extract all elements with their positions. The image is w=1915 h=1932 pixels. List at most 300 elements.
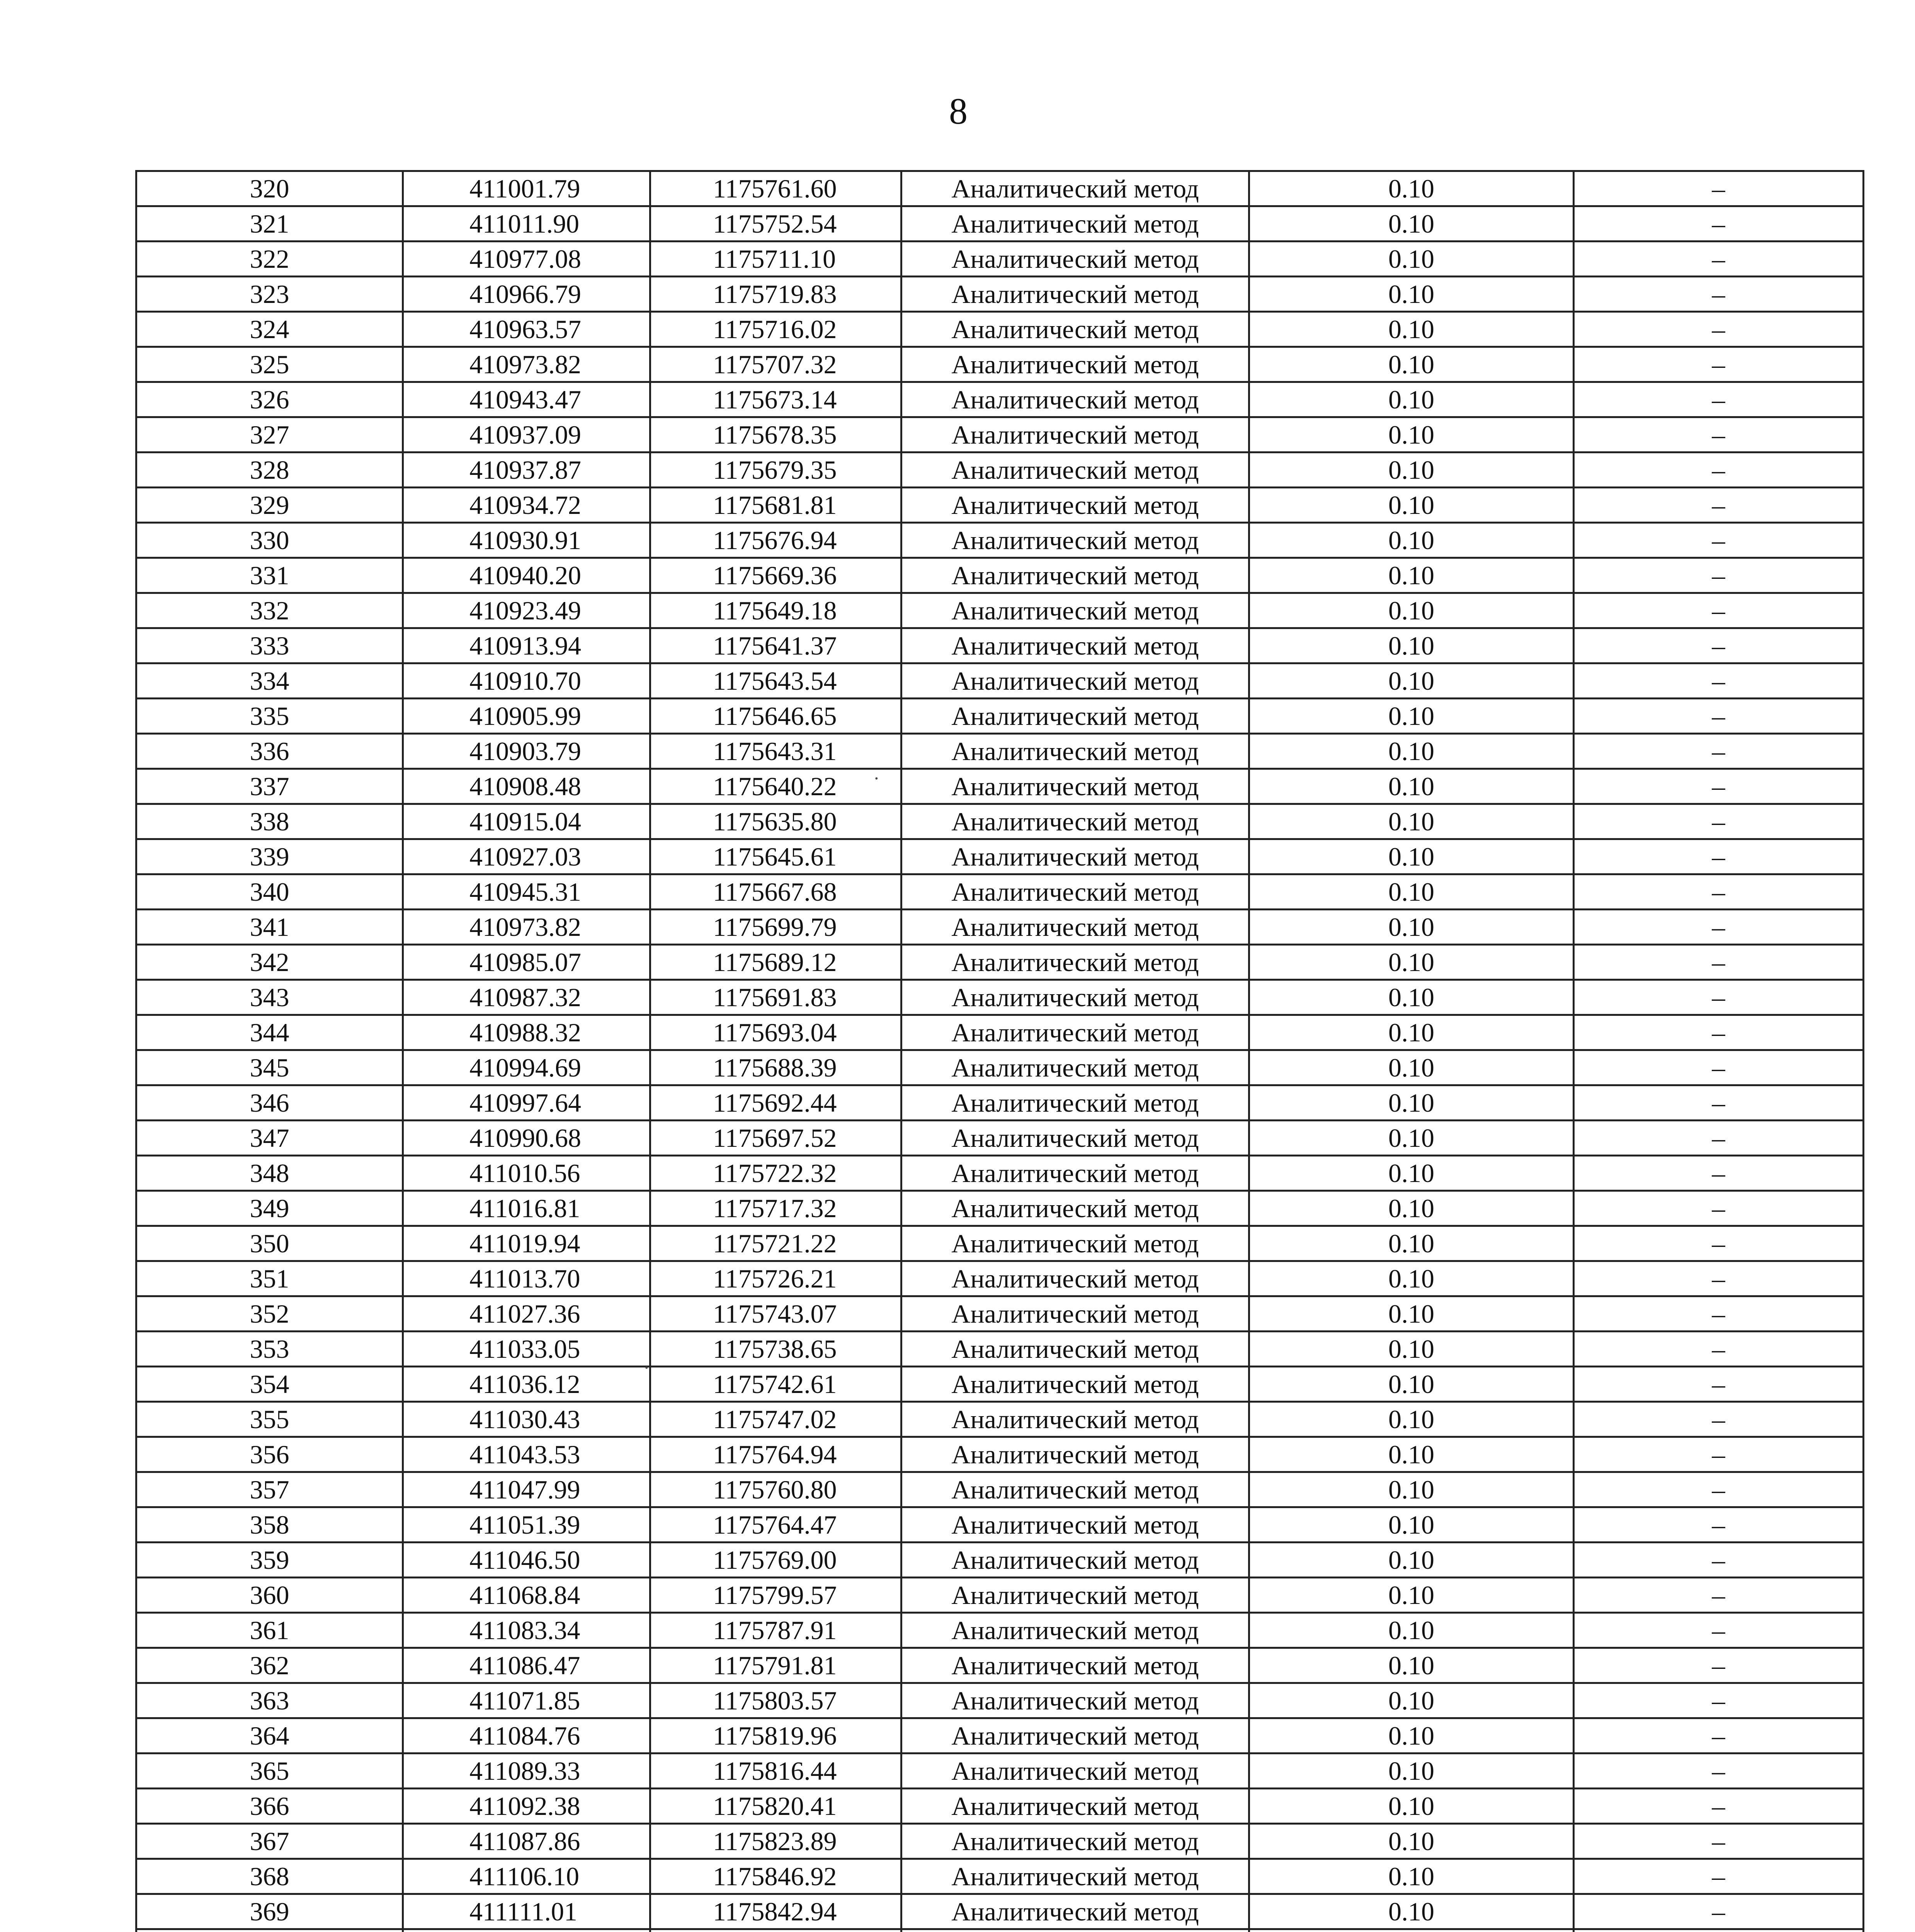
precision-cell: 0.10 [1249, 910, 1574, 945]
y-coordinate-cell: 1175769.00 [650, 1543, 901, 1578]
method-cell: Аналитический метод [901, 1226, 1249, 1261]
description-cell: – [1574, 1121, 1864, 1156]
description-cell: – [1574, 1789, 1864, 1824]
description-cell: – [1574, 1050, 1864, 1085]
method-cell: Аналитический метод [901, 663, 1249, 699]
y-coordinate-cell: 1175752.54 [650, 206, 901, 242]
description-cell: – [1574, 1191, 1864, 1226]
description-cell: – [1574, 910, 1864, 945]
precision-cell: 0.10 [1249, 1437, 1574, 1472]
x-coordinate-cell: 410985.07 [403, 945, 650, 980]
table-row [136, 1226, 1864, 1261]
y-coordinate-cell: 1175697.52 [650, 1121, 901, 1156]
precision-cell: 0.10 [1249, 1543, 1574, 1578]
x-coordinate-cell: 410990.68 [403, 1121, 650, 1156]
x-coordinate-cell: 410997.64 [403, 1085, 650, 1121]
precision-cell: 0.10 [1249, 1859, 1574, 1894]
table-row [136, 1437, 1864, 1472]
table-row [136, 628, 1864, 663]
y-coordinate-cell: 1175689.12 [650, 945, 901, 980]
table-row [136, 206, 1864, 242]
description-cell: – [1574, 1015, 1864, 1050]
table-row [136, 769, 1864, 804]
method-cell: Аналитический метод [901, 206, 1249, 242]
precision-cell: 0.10 [1249, 1578, 1574, 1613]
table-row [136, 1085, 1864, 1121]
precision-cell: 0.10 [1249, 488, 1574, 523]
point-number-cell: 322 [136, 242, 403, 277]
x-coordinate-cell: 411047.99 [403, 1472, 650, 1507]
precision-cell: 0.10 [1249, 312, 1574, 347]
y-coordinate-cell: 1175707.32 [650, 347, 901, 382]
precision-cell: 0.10 [1249, 1789, 1574, 1824]
y-coordinate-cell: 1175643.31 [650, 734, 901, 769]
precision-cell: 0.10 [1249, 663, 1574, 699]
point-number-cell: 357 [136, 1472, 403, 1507]
method-cell: Аналитический метод [901, 452, 1249, 488]
x-coordinate-cell: 411027.36 [403, 1296, 650, 1332]
table-row [136, 980, 1864, 1015]
description-cell: – [1574, 277, 1864, 312]
table-row [136, 347, 1864, 382]
table-row [136, 1015, 1864, 1050]
page-number: 8 [949, 90, 968, 132]
description-cell: – [1574, 980, 1864, 1015]
point-number-cell: 334 [136, 663, 403, 699]
y-coordinate-cell: 1175823.89 [650, 1824, 901, 1859]
y-coordinate-cell: 1175842.94 [650, 1894, 901, 1929]
x-coordinate-cell: 410994.69 [403, 1050, 650, 1085]
method-cell: Аналитический метод [901, 1824, 1249, 1859]
precision-cell: 0.10 [1249, 1085, 1574, 1121]
table-row [136, 1543, 1864, 1578]
x-coordinate-cell: 410923.49 [403, 593, 650, 628]
point-number-cell: 369 [136, 1894, 403, 1929]
table-row [136, 1367, 1864, 1402]
method-cell: Аналитический метод [901, 1296, 1249, 1332]
y-coordinate-cell: 1175679.35 [650, 452, 901, 488]
precision-cell: 0.10 [1249, 1121, 1574, 1156]
method-cell: Аналитический метод [901, 1085, 1249, 1121]
table-row [136, 874, 1864, 910]
precision-cell: 0.10 [1249, 1824, 1574, 1859]
x-coordinate-cell: 410910.70 [403, 663, 650, 699]
precision-cell: 0.10 [1249, 347, 1574, 382]
y-coordinate-cell: 1175742.61 [650, 1367, 901, 1402]
point-number-cell: 361 [136, 1613, 403, 1648]
method-cell: Аналитический метод [901, 1859, 1249, 1894]
x-coordinate-cell: 411036.12 [403, 1367, 650, 1402]
y-coordinate-cell: 1175803.57 [650, 1683, 901, 1718]
precision-cell: 0.10 [1249, 206, 1574, 242]
x-coordinate-cell: 411010.56 [403, 1156, 650, 1191]
method-cell: Аналитический метод [901, 1367, 1249, 1402]
method-cell: Аналитический метод [901, 558, 1249, 593]
description-cell: – [1574, 1683, 1864, 1718]
point-number-cell: 329 [136, 488, 403, 523]
method-cell: Аналитический метод [901, 242, 1249, 277]
method-cell: Аналитический метод [901, 1613, 1249, 1648]
x-coordinate-cell: 411019.94 [403, 1226, 650, 1261]
method-cell: Аналитический метод [901, 1121, 1249, 1156]
y-coordinate-cell: 1175669.36 [650, 558, 901, 593]
y-coordinate-cell: 1175681.81 [650, 488, 901, 523]
y-coordinate-cell: 1175738.65 [650, 1332, 901, 1367]
table-row [136, 1332, 1864, 1367]
point-number-cell: 356 [136, 1437, 403, 1472]
x-coordinate-cell: 411001.79 [403, 171, 650, 206]
point-number-cell: 350 [136, 1226, 403, 1261]
x-coordinate-cell: 410973.82 [403, 347, 650, 382]
y-coordinate-cell: 1175678.35 [650, 417, 901, 452]
description-cell: – [1574, 804, 1864, 839]
x-coordinate-cell: 410913.94 [403, 628, 650, 663]
coordinates-table [135, 170, 1864, 1932]
table-row [136, 277, 1864, 312]
precision-cell: 0.10 [1249, 1015, 1574, 1050]
method-cell: Аналитический метод [901, 1191, 1249, 1226]
method-cell: Аналитический метод [901, 1015, 1249, 1050]
table-row [136, 1507, 1864, 1543]
y-coordinate-cell [650, 1929, 901, 1932]
precision-cell: 0.10 [1249, 1472, 1574, 1507]
table-row [136, 1824, 1864, 1859]
x-coordinate-cell: 411083.34 [403, 1613, 650, 1648]
x-coordinate-cell: 411011.90 [403, 206, 650, 242]
point-number-cell: 320 [136, 171, 403, 206]
x-coordinate-cell: 411071.85 [403, 1683, 650, 1718]
y-coordinate-cell: 1175688.39 [650, 1050, 901, 1085]
method-cell [901, 1929, 1249, 1932]
y-coordinate-cell: 1175711.10 [650, 242, 901, 277]
method-cell: Аналитический метод [901, 628, 1249, 663]
point-number-cell: 347 [136, 1121, 403, 1156]
x-coordinate-cell: 410927.03 [403, 839, 650, 874]
y-coordinate-cell: 1175716.02 [650, 312, 901, 347]
method-cell: Аналитический метод [901, 1894, 1249, 1929]
y-coordinate-cell: 1175635.80 [650, 804, 901, 839]
y-coordinate-cell: 1175722.32 [650, 1156, 901, 1191]
method-cell: Аналитический метод [901, 593, 1249, 628]
point-number-cell: 352 [136, 1296, 403, 1332]
description-cell: – [1574, 839, 1864, 874]
table-row [136, 699, 1864, 734]
point-number-cell: 331 [136, 558, 403, 593]
description-cell: – [1574, 628, 1864, 663]
point-number-cell [136, 1929, 403, 1932]
precision-cell: 0.10 [1249, 242, 1574, 277]
precision-cell: 0.10 [1249, 1332, 1574, 1367]
table-row [136, 1156, 1864, 1191]
point-number-cell: 342 [136, 945, 403, 980]
x-coordinate-cell: 410988.32 [403, 1015, 650, 1050]
x-coordinate-cell: 410915.04 [403, 804, 650, 839]
table-row [136, 1648, 1864, 1683]
y-coordinate-cell: 1175743.07 [650, 1296, 901, 1332]
x-coordinate-cell: 411043.53 [403, 1437, 650, 1472]
description-cell: – [1574, 452, 1864, 488]
precision-cell: 0.10 [1249, 1191, 1574, 1226]
table-row [136, 558, 1864, 593]
point-number-cell: 355 [136, 1402, 403, 1437]
x-coordinate-cell: 410977.08 [403, 242, 650, 277]
table-row [136, 1718, 1864, 1753]
precision-cell: 0.10 [1249, 171, 1574, 206]
table-row [136, 1296, 1864, 1332]
point-number-cell: 328 [136, 452, 403, 488]
y-coordinate-cell: 1175799.57 [650, 1578, 901, 1613]
point-number-cell: 353 [136, 1332, 403, 1367]
point-number-cell: 323 [136, 277, 403, 312]
point-number-cell: 339 [136, 839, 403, 874]
y-coordinate-cell: 1175846.92 [650, 1859, 901, 1894]
x-coordinate-cell: 410963.57 [403, 312, 650, 347]
point-number-cell: 335 [136, 699, 403, 734]
x-coordinate-cell: 410940.20 [403, 558, 650, 593]
table-row [136, 1472, 1864, 1507]
precision-cell: 0.10 [1249, 1718, 1574, 1753]
x-coordinate-cell: 411084.76 [403, 1718, 650, 1753]
description-cell: – [1574, 1753, 1864, 1789]
precision-cell: 0.10 [1249, 1402, 1574, 1437]
precision-cell: 0.10 [1249, 1507, 1574, 1543]
point-number-cell: 364 [136, 1718, 403, 1753]
point-number-cell: 333 [136, 628, 403, 663]
method-cell: Аналитический метод [901, 1050, 1249, 1085]
description-cell: – [1574, 1859, 1864, 1894]
x-coordinate-cell: 411111.01 [403, 1894, 650, 1929]
x-coordinate-cell: 410930.91 [403, 523, 650, 558]
description-cell: – [1574, 1332, 1864, 1367]
y-coordinate-cell: 1175649.18 [650, 593, 901, 628]
point-number-cell: 338 [136, 804, 403, 839]
x-coordinate-cell: 411013.70 [403, 1261, 650, 1296]
method-cell: Аналитический метод [901, 1156, 1249, 1191]
description-cell: – [1574, 1226, 1864, 1261]
method-cell: Аналитический метод [901, 382, 1249, 417]
point-number-cell: 365 [136, 1753, 403, 1789]
point-number-cell: 363 [136, 1683, 403, 1718]
description-cell [1574, 1929, 1864, 1932]
y-coordinate-cell: 1175791.81 [650, 1648, 901, 1683]
point-number-cell: 340 [136, 874, 403, 910]
y-coordinate-cell: 1175719.83 [650, 277, 901, 312]
description-cell: – [1574, 663, 1864, 699]
method-cell: Аналитический метод [901, 417, 1249, 452]
x-coordinate-cell: 410966.79 [403, 277, 650, 312]
description-cell: – [1574, 242, 1864, 277]
table-row [136, 1402, 1864, 1437]
x-coordinate-cell: 411092.38 [403, 1789, 650, 1824]
method-cell: Аналитический метод [901, 1683, 1249, 1718]
description-cell: – [1574, 699, 1864, 734]
y-coordinate-cell: 1175764.94 [650, 1437, 901, 1472]
method-cell: Аналитический метод [901, 347, 1249, 382]
description-cell: – [1574, 1261, 1864, 1296]
method-cell: Аналитический метод [901, 769, 1249, 804]
point-number-cell: 321 [136, 206, 403, 242]
table-row [136, 1261, 1864, 1296]
method-cell: Аналитический метод [901, 312, 1249, 347]
y-coordinate-cell: 1175643.54 [650, 663, 901, 699]
x-coordinate-cell: 411033.05 [403, 1332, 650, 1367]
method-cell: Аналитический метод [901, 1648, 1249, 1683]
y-coordinate-cell: 1175646.65 [650, 699, 901, 734]
y-coordinate-cell: 1175693.04 [650, 1015, 901, 1050]
precision-cell: 0.10 [1249, 452, 1574, 488]
description-cell: – [1574, 734, 1864, 769]
y-coordinate-cell: 1175760.80 [650, 1472, 901, 1507]
precision-cell: 0.10 [1249, 945, 1574, 980]
method-cell: Аналитический метод [901, 1578, 1249, 1613]
x-coordinate-cell: 410903.79 [403, 734, 650, 769]
precision-cell: 0.10 [1249, 1753, 1574, 1789]
precision-cell: 0.10 [1249, 417, 1574, 452]
description-cell: – [1574, 945, 1864, 980]
y-coordinate-cell: 1175816.44 [650, 1753, 901, 1789]
method-cell: Аналитический метод [901, 1543, 1249, 1578]
y-coordinate-cell: 1175645.61 [650, 839, 901, 874]
coordinates-table-wrapper [135, 170, 1862, 1932]
method-cell: Аналитический метод [901, 523, 1249, 558]
point-number-cell: 327 [136, 417, 403, 452]
precision-cell: 0.10 [1249, 277, 1574, 312]
y-coordinate-cell: 1175640.22 [650, 769, 901, 804]
method-cell: Аналитический метод [901, 1332, 1249, 1367]
x-coordinate-cell: 410937.87 [403, 452, 650, 488]
description-cell: – [1574, 593, 1864, 628]
method-cell: Аналитический метод [901, 277, 1249, 312]
precision-cell: 0.10 [1249, 1226, 1574, 1261]
precision-cell: 0.10 [1249, 382, 1574, 417]
table-row [136, 734, 1864, 769]
description-cell: – [1574, 488, 1864, 523]
method-cell: Аналитический метод [901, 1718, 1249, 1753]
description-cell: – [1574, 1613, 1864, 1648]
method-cell: Аналитический метод [901, 980, 1249, 1015]
method-cell: Аналитический метод [901, 804, 1249, 839]
precision-cell: 0.10 [1249, 523, 1574, 558]
x-coordinate-cell: 410973.82 [403, 910, 650, 945]
y-coordinate-cell: 1175764.47 [650, 1507, 901, 1543]
table-row [136, 1894, 1864, 1929]
precision-cell: 0.10 [1249, 1367, 1574, 1402]
point-number-cell: 344 [136, 1015, 403, 1050]
table-row [136, 1050, 1864, 1085]
point-number-cell: 366 [136, 1789, 403, 1824]
method-cell: Аналитический метод [901, 734, 1249, 769]
description-cell: – [1574, 1648, 1864, 1683]
table-row [136, 1191, 1864, 1226]
point-number-cell: 367 [136, 1824, 403, 1859]
method-cell: Аналитический метод [901, 1472, 1249, 1507]
precision-cell: 0.10 [1249, 734, 1574, 769]
table-row [136, 452, 1864, 488]
table-row [136, 242, 1864, 277]
point-number-cell: 341 [136, 910, 403, 945]
method-cell: Аналитический метод [901, 488, 1249, 523]
x-coordinate-cell: 411046.50 [403, 1543, 650, 1578]
method-cell: Аналитический метод [901, 1507, 1249, 1543]
point-number-cell: 359 [136, 1543, 403, 1578]
precision-cell: 0.10 [1249, 980, 1574, 1015]
precision-cell: 0.10 [1249, 839, 1574, 874]
description-cell: – [1574, 769, 1864, 804]
table-row [136, 839, 1864, 874]
method-cell: Аналитический метод [901, 171, 1249, 206]
point-number-cell: 324 [136, 312, 403, 347]
description-cell: – [1574, 1472, 1864, 1507]
table-row [136, 488, 1864, 523]
table-row [136, 804, 1864, 839]
description-cell: – [1574, 1296, 1864, 1332]
description-cell: – [1574, 1543, 1864, 1578]
x-coordinate-cell [403, 1929, 650, 1932]
description-cell: – [1574, 417, 1864, 452]
description-cell: – [1574, 558, 1864, 593]
table-row [136, 593, 1864, 628]
y-coordinate-cell: 1175819.96 [650, 1718, 901, 1753]
description-cell: – [1574, 1402, 1864, 1437]
description-cell: – [1574, 1578, 1864, 1613]
description-cell: – [1574, 1156, 1864, 1191]
precision-cell: 0.10 [1249, 1156, 1574, 1191]
description-cell: – [1574, 1718, 1864, 1753]
description-cell: – [1574, 1367, 1864, 1402]
x-coordinate-cell: 410937.09 [403, 417, 650, 452]
y-coordinate-cell: 1175673.14 [650, 382, 901, 417]
table-row [136, 1121, 1864, 1156]
description-cell: – [1574, 874, 1864, 910]
precision-cell: 0.10 [1249, 1050, 1574, 1085]
point-number-cell: 330 [136, 523, 403, 558]
description-cell: – [1574, 1507, 1864, 1543]
table-row [136, 663, 1864, 699]
precision-cell: 0.10 [1249, 769, 1574, 804]
point-number-cell: 349 [136, 1191, 403, 1226]
x-coordinate-cell: 410945.31 [403, 874, 650, 910]
point-number-cell: 345 [136, 1050, 403, 1085]
precision-cell: 0.10 [1249, 699, 1574, 734]
precision-cell: 0.10 [1249, 1894, 1574, 1929]
x-coordinate-cell: 411030.43 [403, 1402, 650, 1437]
precision-cell: 0.10 [1249, 1296, 1574, 1332]
precision-cell: 0.10 [1249, 1648, 1574, 1683]
point-number-cell: 368 [136, 1859, 403, 1894]
description-cell: – [1574, 171, 1864, 206]
description-cell: – [1574, 1824, 1864, 1859]
y-coordinate-cell: 1175676.94 [650, 523, 901, 558]
x-coordinate-cell: 411106.10 [403, 1859, 650, 1894]
method-cell: Аналитический метод [901, 1261, 1249, 1296]
point-number-cell: 325 [136, 347, 403, 382]
table-row [136, 382, 1864, 417]
precision-cell: 0.10 [1249, 593, 1574, 628]
point-number-cell: 346 [136, 1085, 403, 1121]
y-coordinate-cell: 1175667.68 [650, 874, 901, 910]
description-cell: – [1574, 382, 1864, 417]
point-number-cell: 354 [136, 1367, 403, 1402]
y-coordinate-cell: 1175692.44 [650, 1085, 901, 1121]
method-cell: Аналитический метод [901, 874, 1249, 910]
y-coordinate-cell: 1175747.02 [650, 1402, 901, 1437]
x-coordinate-cell: 410908.48 [403, 769, 650, 804]
description-cell: – [1574, 1437, 1864, 1472]
point-number-cell: 348 [136, 1156, 403, 1191]
description-cell: – [1574, 312, 1864, 347]
scan-speck: · [643, 1357, 650, 1378]
y-coordinate-cell: 1175787.91 [650, 1613, 901, 1648]
